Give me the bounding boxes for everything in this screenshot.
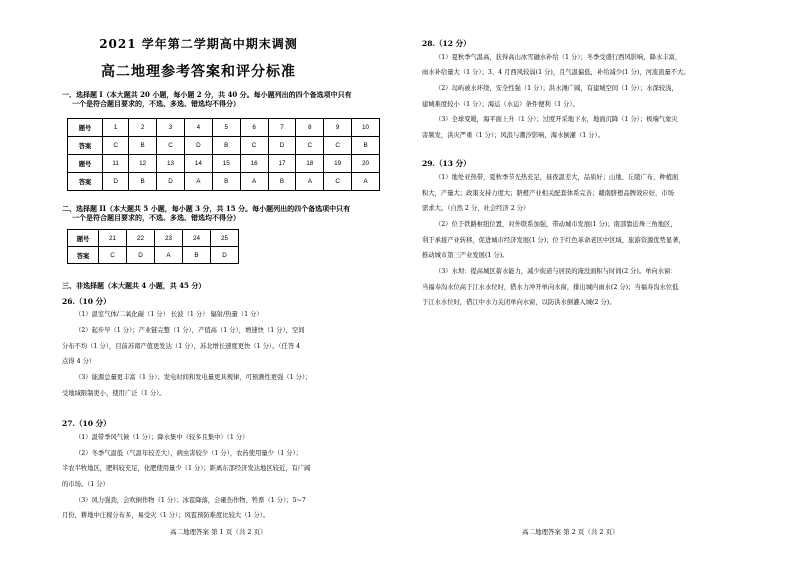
answer-subtitle: 高二地理参考答案和评分标准 bbox=[101, 64, 296, 80]
answer-cell: 21 bbox=[99, 230, 127, 247]
answer-cell: 24 bbox=[183, 230, 211, 247]
answer-line: 推动城市第三产业发展(1 分)。 bbox=[422, 252, 509, 259]
answer-cell: 17 bbox=[268, 155, 296, 173]
answer-cell: 6 bbox=[240, 119, 268, 137]
answer-cell: C bbox=[157, 137, 185, 155]
answer-cell: A bbox=[155, 247, 183, 264]
answer-cell: 12 bbox=[129, 155, 157, 173]
answer-line: （3）水坝：提高城区蓄水能力，减少街道与居民的淹没面积与时间(2 分)。单向水窗： bbox=[435, 268, 677, 275]
question-28-heading: 28.（12 分） bbox=[422, 39, 471, 48]
answer-line: （3）全球变暖，海平面上升（1 分）；过度开采地下水，地面沉降（1 分）；极端气象灾 bbox=[435, 116, 678, 123]
row-header-cell: 题号 bbox=[68, 119, 103, 137]
answer-line: 的市场。（1 分） bbox=[62, 481, 109, 488]
answer-line: 害频发，洪灾严重（1 分）；风浪与潮汐影响，海水倒灌（1 分）。 bbox=[422, 132, 605, 139]
answer-line: 积大，产量大；政策支持力度大；脐橙产业相关配套体系完善；赣南脐橙品牌效应好，市场 bbox=[422, 190, 674, 197]
answer-line: （2）起步早（1 分）；产业链完整（1 分），产值高（1 分），增速快（1 分），空间 bbox=[75, 327, 305, 334]
answer-line: 点得 4 分） bbox=[62, 358, 96, 365]
answer-cell: C bbox=[324, 137, 352, 155]
answer-table-1 bbox=[67, 118, 380, 191]
answer-line: 半农半牧地区，肥料较充足，化肥使用量少（1 分）；距离东部经济发达地区较近，有广阔 bbox=[62, 465, 311, 472]
answer-line: 于江水水位时，借江中水力关闭单向水窗，以防洪水倒灌入城(2 分)。 bbox=[422, 299, 616, 306]
answer-table-row bbox=[68, 230, 239, 247]
answer-line: 受地域限制更小，使用广泛（1 分）。 bbox=[62, 390, 166, 397]
answer-cell: 3 bbox=[157, 119, 185, 137]
answer-cell: C bbox=[240, 137, 268, 155]
answer-cell: D bbox=[103, 173, 129, 191]
answer-cell: D bbox=[184, 137, 212, 155]
answer-cell: B bbox=[129, 173, 157, 191]
answer-line: （1）温室气体/二氧化碳（1 分） 长波（1 分） 辐射/热量（1 分） bbox=[75, 311, 263, 318]
answer-table-row bbox=[68, 247, 239, 264]
answer-line: （1）温带季风气候（1 分）；降水集中（较多且集中）（1 分） bbox=[75, 434, 249, 441]
answer-table-row bbox=[68, 173, 380, 191]
answer-cell: B bbox=[268, 173, 296, 191]
answer-cell: 23 bbox=[155, 230, 183, 247]
answer-line: 分布不均（1 分），目前苏南产值更发达（1 分），苏北增长速度更快（1 分）。（任答 4 bbox=[62, 343, 301, 350]
answer-cell: A bbox=[184, 173, 212, 191]
answer-line: 建城难度较小（1 分）；海运（水运）条件便利（1 分）。 bbox=[422, 101, 579, 108]
answer-cell: D bbox=[157, 173, 185, 191]
answer-cell: C bbox=[99, 247, 127, 264]
answer-table-2 bbox=[67, 229, 239, 264]
answer-cell: D bbox=[211, 247, 239, 264]
answer-cell: 4 bbox=[184, 119, 212, 137]
question-29-heading: 29.（13 分） bbox=[422, 159, 471, 168]
answer-line: （3）风力强劲，会吹倒作物（1 分）；冰雹降落，会砸伤作物、牲畜（1 分）；5~7 bbox=[75, 497, 306, 504]
answer-cell: C bbox=[324, 173, 352, 191]
answer-cell: 20 bbox=[352, 155, 380, 173]
answer-table-row bbox=[68, 137, 380, 155]
answer-line: （1）地处亚热带，夏秋季节光热充足，昼夜温差大，品质好；山地、丘陵广布，种植面 bbox=[435, 174, 679, 181]
answer-cell: 7 bbox=[268, 119, 296, 137]
answer-cell: 22 bbox=[127, 230, 155, 247]
answer-cell: A bbox=[296, 173, 324, 191]
question-26-heading: 26.（10 分） bbox=[62, 297, 111, 306]
answer-line: 利于承接产业转移，促进城市经济发展(1 分)；位于红色革命老区中区域，旅游资源优势显著， bbox=[422, 237, 685, 244]
answer-cell: A bbox=[240, 173, 268, 191]
exam-title: 2021 学年第二学期高中期末调测 bbox=[99, 37, 298, 51]
page-footer: 高二地理答案 第 2 页（共 2 页） bbox=[522, 528, 619, 536]
answer-cell: 18 bbox=[296, 155, 324, 173]
answer-cell: 14 bbox=[184, 155, 212, 173]
answer-table-row bbox=[68, 155, 380, 173]
section-3-heading: 三、非选择题（本大题共 4 小题，共 45 分） bbox=[62, 281, 206, 290]
answer-cell: B bbox=[129, 137, 157, 155]
answer-cell: 15 bbox=[212, 155, 240, 173]
row-header-cell: 答案 bbox=[68, 173, 103, 191]
answer-cell: C bbox=[103, 137, 129, 155]
answer-cell: B bbox=[352, 137, 380, 155]
row-header-cell: 答案 bbox=[68, 137, 103, 155]
answer-page-2 bbox=[397, 0, 794, 561]
answer-cell: B bbox=[183, 247, 211, 264]
row-header-cell: 答案 bbox=[68, 247, 99, 264]
answer-cell: 2 bbox=[129, 119, 157, 137]
answer-cell: 11 bbox=[103, 155, 129, 173]
answer-cell: 10 bbox=[352, 119, 380, 137]
answer-line: 月份，耕地中庄稼分布多，易受灾（1 分）；风雹预防难度比较大（1 分）。 bbox=[62, 512, 270, 519]
answer-table-row bbox=[68, 119, 380, 137]
answer-cell: 5 bbox=[212, 119, 240, 137]
answer-cell: 25 bbox=[211, 230, 239, 247]
row-header-cell: 题号 bbox=[68, 155, 103, 173]
answer-cell: D bbox=[127, 247, 155, 264]
page-footer: 高二地理答案 第 1 页（共 2 页） bbox=[170, 528, 267, 536]
answer-cell: 13 bbox=[157, 155, 185, 173]
answer-cell: 1 bbox=[103, 119, 129, 137]
answer-line: （3）能源总量更丰富（1 分）；发电时间和发电量更具规律，可预测性更强（1 分）； bbox=[75, 374, 312, 381]
answer-cell: B bbox=[212, 173, 240, 191]
answer-cell: D bbox=[268, 137, 296, 155]
answer-line: 需求大。（自然 2 分，社会经济 2 分） bbox=[422, 205, 530, 212]
answer-line: （2）冬季气温低（气温年较差大），病虫害较少（1 分），农药使用量少（1 分）； bbox=[75, 450, 302, 457]
question-27-heading: 27.（10 分） bbox=[62, 419, 111, 428]
answer-cell: 9 bbox=[324, 119, 352, 137]
row-header-cell: 题号 bbox=[68, 230, 99, 247]
section-2-heading: 二、选择题 II（本大题共 5 小题，每小题 3 分，共 15 分。每小题列出的四个备选项中只有 一个是符合题目要求的，不选、多选、错选均不得分） bbox=[62, 204, 351, 222]
answer-cell: C bbox=[296, 137, 324, 155]
answer-line: 雨水补给量大（1 分）；3、4 月西风较弱(1 分)，且气温偏低，补给减少(1 分)，河流流量不大。 bbox=[422, 69, 690, 76]
answer-cell: 16 bbox=[240, 155, 268, 173]
answer-cell: B bbox=[212, 137, 240, 155]
answer-cell: A bbox=[352, 173, 380, 191]
answer-cell: 8 bbox=[296, 119, 324, 137]
answer-line: （2）位于铁路枢纽位置，对外联系加强，带动城市发展(1 分)；南部靠近珠三角地区， bbox=[435, 221, 677, 228]
section-1-heading: 一、选择题 I（本大题共 20 小题，每小题 2 分，共 40 分。每小题列出的四个备选项中只有 一个是符合题目要求的，不选、多选、错选均不得分） bbox=[62, 90, 352, 108]
answer-line: （1）夏秋季气温高，获得高山冰雪融水补给（1 分）；冬季受盛行西风影响，降水丰富， bbox=[435, 54, 682, 61]
answer-line: （2）岛屿被水环绕，安全性强（1 分）；洪水滩广阔，有建城空间（1 分）；水深较浅， bbox=[435, 85, 678, 92]
answer-cell: 19 bbox=[324, 155, 352, 173]
answer-line: 当福寿沟水位高于江水水位时，借水力冲开单向水窗，排出城内雨水(2 分)；当福寿沟水位低 bbox=[422, 284, 679, 291]
